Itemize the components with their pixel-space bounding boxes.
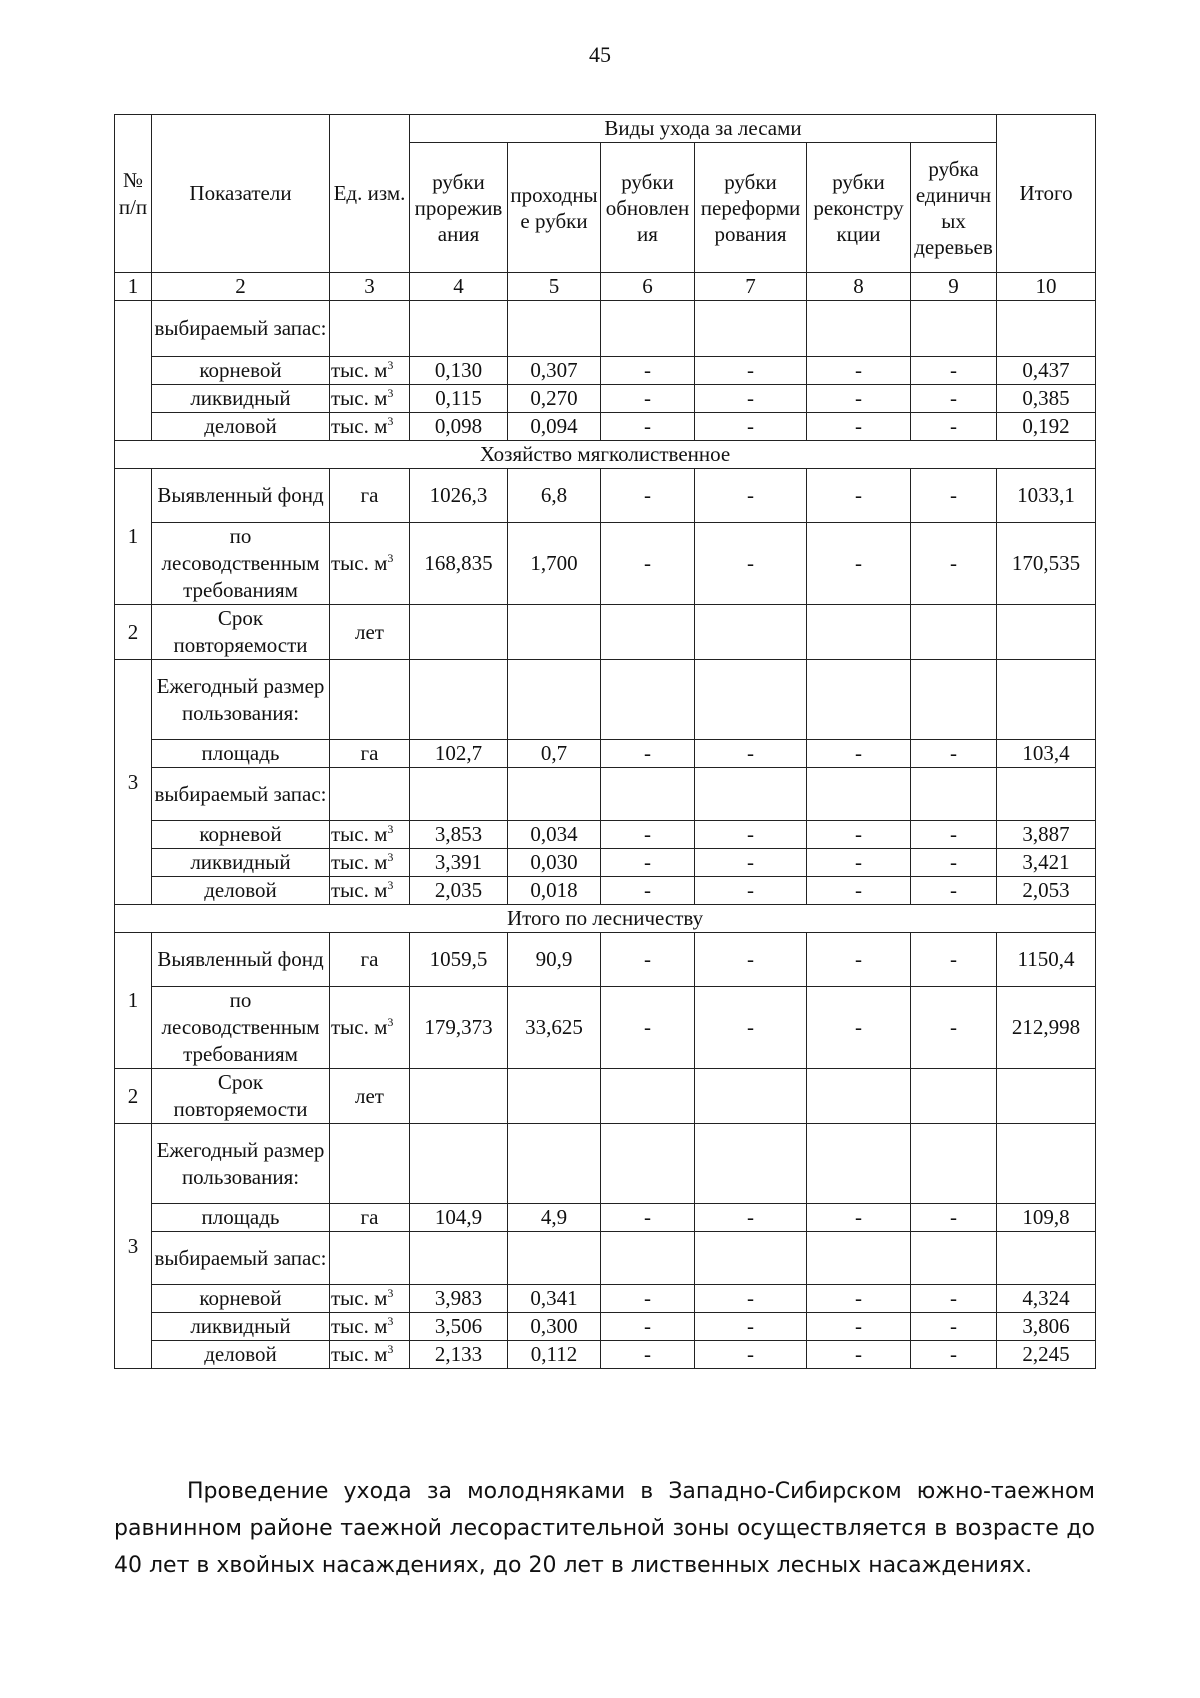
unit-superscript: 3 [387,1286,394,1300]
empty-cell [807,1124,911,1204]
indicator-cell: площадь [152,1204,330,1232]
value-cell: - [601,469,695,523]
empty-cell [508,301,601,357]
page-number: 45 [589,42,611,67]
indicator-cell: Выявленный фонд [152,469,330,523]
unit-cell: га [330,469,410,523]
unit-superscript: 3 [387,1314,394,1328]
indicator-cell: Срок повторяемости [152,605,330,660]
header-total: Итого [997,115,1096,273]
table-row [115,821,1096,849]
value-cell: - [911,385,997,413]
empty-cell [911,301,997,357]
empty-cell [410,1232,508,1285]
value-cell: 0,018 [508,877,601,905]
empty-cell [997,605,1096,660]
header-type: рубки реконструкции [807,143,911,273]
table-row [115,660,1096,740]
value-cell: - [911,1313,997,1341]
value-cell: 102,7 [410,740,508,768]
table-row [115,849,1096,877]
unit-superscript: 3 [387,878,394,892]
total-cell: 4,324 [997,1285,1096,1313]
indicator-cell: ликвидный [152,849,330,877]
value-cell: - [601,1313,695,1341]
table-row [115,933,1096,987]
value-cell: - [695,357,807,385]
section-title: Хозяйство мягколиственное [115,441,1096,469]
column-number: 1 [115,273,152,301]
header-indicator: Показатели [152,115,330,273]
value-cell: - [911,987,997,1069]
table-row [115,523,1096,605]
header-group: Виды ухода за лесами [410,115,997,143]
table-row [115,1124,1096,1204]
empty-cell [807,1232,911,1285]
empty-cell [911,1232,997,1285]
table-row [115,1204,1096,1232]
unit-text: тыс. м [331,1015,388,1039]
value-cell: - [695,1341,807,1369]
unit-text: тыс. м [331,1286,388,1310]
table-row [115,905,1096,933]
value-cell: 3,391 [410,849,508,877]
total-cell: 212,998 [997,987,1096,1069]
indicator-cell: деловой [152,413,330,441]
unit-cell [330,987,410,1069]
value-cell: - [807,523,911,605]
table-row [115,413,1096,441]
table-row [115,1285,1096,1313]
value-cell: - [911,1341,997,1369]
num-cell: 1 [115,469,152,605]
value-cell: - [911,1285,997,1313]
value-cell: - [695,849,807,877]
unit-text: тыс. м [331,386,388,410]
column-number: 4 [410,273,508,301]
value-cell: - [695,523,807,605]
empty-cell [601,1124,695,1204]
body-paragraph: Проведение ухода за молодняками в Западно-Сибирском южно-таежном равнинном районе таежной лесорастительной зоны осуществляется в возрасте до 40 лет в хвойных насаждениях, до 20 лет в лиственных лесных насаждениях. [114,1479,1095,1578]
empty-cell [807,660,911,740]
empty-cell [695,1124,807,1204]
table-row [115,1069,1096,1124]
empty-cell [601,605,695,660]
empty-cell [410,301,508,357]
value-cell: - [911,821,997,849]
empty-cell [807,301,911,357]
unit-cell [330,1313,410,1341]
value-cell: 3,983 [410,1285,508,1313]
empty-cell [997,1069,1096,1124]
empty-cell [410,660,508,740]
value-cell: - [695,469,807,523]
empty-cell [695,301,807,357]
unit-text: тыс. м [331,822,388,846]
value-cell: - [601,385,695,413]
indicator-cell: ликвидный [152,385,330,413]
value-cell: - [807,933,911,987]
value-cell: - [695,1204,807,1232]
empty-cell [997,660,1096,740]
total-cell: 3,421 [997,849,1096,877]
value-cell: - [807,740,911,768]
value-cell: - [911,849,997,877]
unit-cell [330,357,410,385]
table-row [115,357,1096,385]
unit-cell [330,385,410,413]
value-cell: - [807,469,911,523]
value-cell: 0,112 [508,1341,601,1369]
unit-text: тыс. м [331,850,388,874]
indicator-cell: по лесоводственным требованиям [152,987,330,1069]
unit-superscript: 3 [387,414,394,428]
value-cell: 4,9 [508,1204,601,1232]
empty-cell [997,1124,1096,1204]
num-cell: 3 [115,660,152,905]
unit-text: тыс. м [331,358,388,382]
value-cell: - [807,849,911,877]
unit-cell: га [330,933,410,987]
total-cell: 0,192 [997,413,1096,441]
header-type: рубки прореживания [410,143,508,273]
value-cell: 0,7 [508,740,601,768]
table-row [115,273,1096,301]
column-number: 6 [601,273,695,301]
table-row [115,987,1096,1069]
indicator-cell: Ежегодный размер пользования: [152,660,330,740]
num-cell: 2 [115,1069,152,1124]
forest-care-table [114,114,1096,1369]
value-cell: 0,130 [410,357,508,385]
unit-superscript: 3 [387,358,394,372]
value-cell: - [695,740,807,768]
empty-cell [330,660,410,740]
header-type: проходные рубки [508,143,601,273]
unit-cell [330,849,410,877]
unit-cell [330,413,410,441]
empty-cell [911,1069,997,1124]
indicator-cell: деловой [152,1341,330,1369]
indicator-cell: выбираемый запас: [152,1232,330,1285]
unit-cell [330,523,410,605]
table-row [115,768,1096,821]
empty-cell [695,660,807,740]
empty-cell [508,660,601,740]
unit-text: тыс. м [331,1342,388,1366]
indicator-cell: корневой [152,357,330,385]
value-cell: - [601,821,695,849]
empty-cell [330,301,410,357]
header-num: № п/п [115,115,152,273]
column-number: 3 [330,273,410,301]
value-cell: 104,9 [410,1204,508,1232]
table-row [115,1341,1096,1369]
value-cell: - [601,413,695,441]
table-row [115,385,1096,413]
value-cell: - [911,1204,997,1232]
indicator-cell: Ежегодный размер пользования: [152,1124,330,1204]
value-cell: - [911,933,997,987]
empty-cell [601,660,695,740]
empty-cell [508,1069,601,1124]
unit-text: тыс. м [331,878,388,902]
value-cell: - [601,740,695,768]
value-cell: - [911,413,997,441]
num-cell: 3 [115,1124,152,1369]
indicator-cell: деловой [152,877,330,905]
value-cell: - [601,933,695,987]
unit-cell [330,821,410,849]
table-row [115,877,1096,905]
total-cell: 2,245 [997,1341,1096,1369]
unit-text: тыс. м [331,414,388,438]
table-row [115,1313,1096,1341]
value-cell: 0,115 [410,385,508,413]
value-cell: - [911,469,997,523]
table-row [115,115,1096,143]
indicator-cell: корневой [152,1285,330,1313]
unit-superscript: 3 [387,551,394,565]
section-title: Итого по лесничеству [115,905,1096,933]
empty-cell [410,768,508,821]
value-cell: - [807,877,911,905]
value-cell: 0,094 [508,413,601,441]
value-cell: - [601,987,695,1069]
value-cell: - [601,849,695,877]
empty-cell [997,301,1096,357]
value-cell: - [807,987,911,1069]
empty-cell [601,1069,695,1124]
unit-cell [330,1285,410,1313]
empty-cell [695,1069,807,1124]
indicator-cell: корневой [152,821,330,849]
unit-cell: лет [330,1069,410,1124]
column-number: 9 [911,273,997,301]
empty-cell [410,1124,508,1204]
value-cell: - [911,357,997,385]
indicator-cell: по лесоводственным требованиям [152,523,330,605]
value-cell: - [601,357,695,385]
empty-cell [807,768,911,821]
value-cell: - [695,933,807,987]
empty-cell [508,768,601,821]
unit-superscript: 3 [387,1342,394,1356]
value-cell: - [807,1204,911,1232]
num-cell: 2 [115,605,152,660]
value-cell: - [601,1285,695,1313]
empty-cell [911,660,997,740]
indicator-cell: Срок повторяемости [152,1069,330,1124]
value-cell: - [911,523,997,605]
total-cell: 3,806 [997,1313,1096,1341]
value-cell: 0,270 [508,385,601,413]
num-cell [115,301,152,441]
empty-cell [601,301,695,357]
num-cell: 1 [115,933,152,1069]
value-cell: 179,373 [410,987,508,1069]
total-cell: 0,385 [997,385,1096,413]
total-cell: 170,535 [997,523,1096,605]
total-cell: 109,8 [997,1204,1096,1232]
value-cell: 90,9 [508,933,601,987]
value-cell: - [807,1341,911,1369]
value-cell: - [807,821,911,849]
indicator-cell: площадь [152,740,330,768]
table-row [115,441,1096,469]
value-cell: - [601,877,695,905]
total-cell: 1150,4 [997,933,1096,987]
value-cell: - [807,385,911,413]
empty-cell [695,605,807,660]
value-cell: - [601,1341,695,1369]
header-type: рубка единичных деревьев [911,143,997,273]
empty-cell [911,768,997,821]
value-cell: - [911,877,997,905]
unit-cell [330,1341,410,1369]
value-cell: 2,035 [410,877,508,905]
total-cell: 103,4 [997,740,1096,768]
unit-cell: га [330,740,410,768]
unit-cell: га [330,1204,410,1232]
empty-cell [807,605,911,660]
table-row [115,740,1096,768]
indicator-cell: выбираемый запас: [152,768,330,821]
value-cell: - [807,1285,911,1313]
value-cell: 0,307 [508,357,601,385]
empty-cell [508,1232,601,1285]
empty-cell [601,768,695,821]
unit-cell [330,877,410,905]
value-cell: - [695,413,807,441]
empty-cell [807,1069,911,1124]
empty-cell [911,1124,997,1204]
empty-cell [410,1069,508,1124]
unit-text: тыс. м [331,551,388,575]
header-type: рубки переформирования [695,143,807,273]
empty-cell [695,768,807,821]
table-row [115,1232,1096,1285]
table-row [115,605,1096,660]
empty-cell [410,605,508,660]
value-cell: 0,098 [410,413,508,441]
total-cell: 0,437 [997,357,1096,385]
value-cell: 1,700 [508,523,601,605]
empty-cell [330,1124,410,1204]
indicator-cell: Выявленный фонд [152,933,330,987]
unit-text: тыс. м [331,1314,388,1338]
unit-superscript: 3 [387,386,394,400]
unit-superscript: 3 [387,850,394,864]
unit-cell: лет [330,605,410,660]
empty-cell [508,1124,601,1204]
value-cell: 3,853 [410,821,508,849]
value-cell: 168,835 [410,523,508,605]
total-cell: 3,887 [997,821,1096,849]
column-number: 2 [152,273,330,301]
value-cell: - [807,357,911,385]
empty-cell [695,1232,807,1285]
value-cell: 0,034 [508,821,601,849]
total-cell: 2,053 [997,877,1096,905]
value-cell: - [807,1313,911,1341]
table-row [115,469,1096,523]
empty-cell [601,1232,695,1285]
total-cell: 1033,1 [997,469,1096,523]
empty-cell [508,605,601,660]
column-number: 5 [508,273,601,301]
empty-cell [330,1232,410,1285]
value-cell: - [601,1204,695,1232]
value-cell: - [695,1285,807,1313]
indicator-cell: выбираемый запас: [152,301,330,357]
empty-cell [330,768,410,821]
indicator-cell: ликвидный [152,1313,330,1341]
empty-cell [997,768,1096,821]
value-cell: 0,030 [508,849,601,877]
value-cell: 0,300 [508,1313,601,1341]
value-cell: 0,341 [508,1285,601,1313]
header-unit: Ед. изм. [330,115,410,273]
empty-cell [997,1232,1096,1285]
column-number: 8 [807,273,911,301]
value-cell: 1026,3 [410,469,508,523]
value-cell: 1059,5 [410,933,508,987]
header-type: рубки обновления [601,143,695,273]
value-cell: 3,506 [410,1313,508,1341]
unit-superscript: 3 [387,1015,394,1029]
value-cell: - [911,740,997,768]
column-number: 7 [695,273,807,301]
value-cell: - [807,413,911,441]
empty-cell [911,605,997,660]
value-cell: - [695,821,807,849]
value-cell: - [695,877,807,905]
value-cell: - [695,987,807,1069]
value-cell: 2,133 [410,1341,508,1369]
value-cell: 33,625 [508,987,601,1069]
value-cell: - [601,523,695,605]
value-cell: 6,8 [508,469,601,523]
value-cell: - [695,1313,807,1341]
unit-superscript: 3 [387,822,394,836]
table-row [115,301,1096,357]
column-number: 10 [997,273,1096,301]
value-cell: - [695,385,807,413]
